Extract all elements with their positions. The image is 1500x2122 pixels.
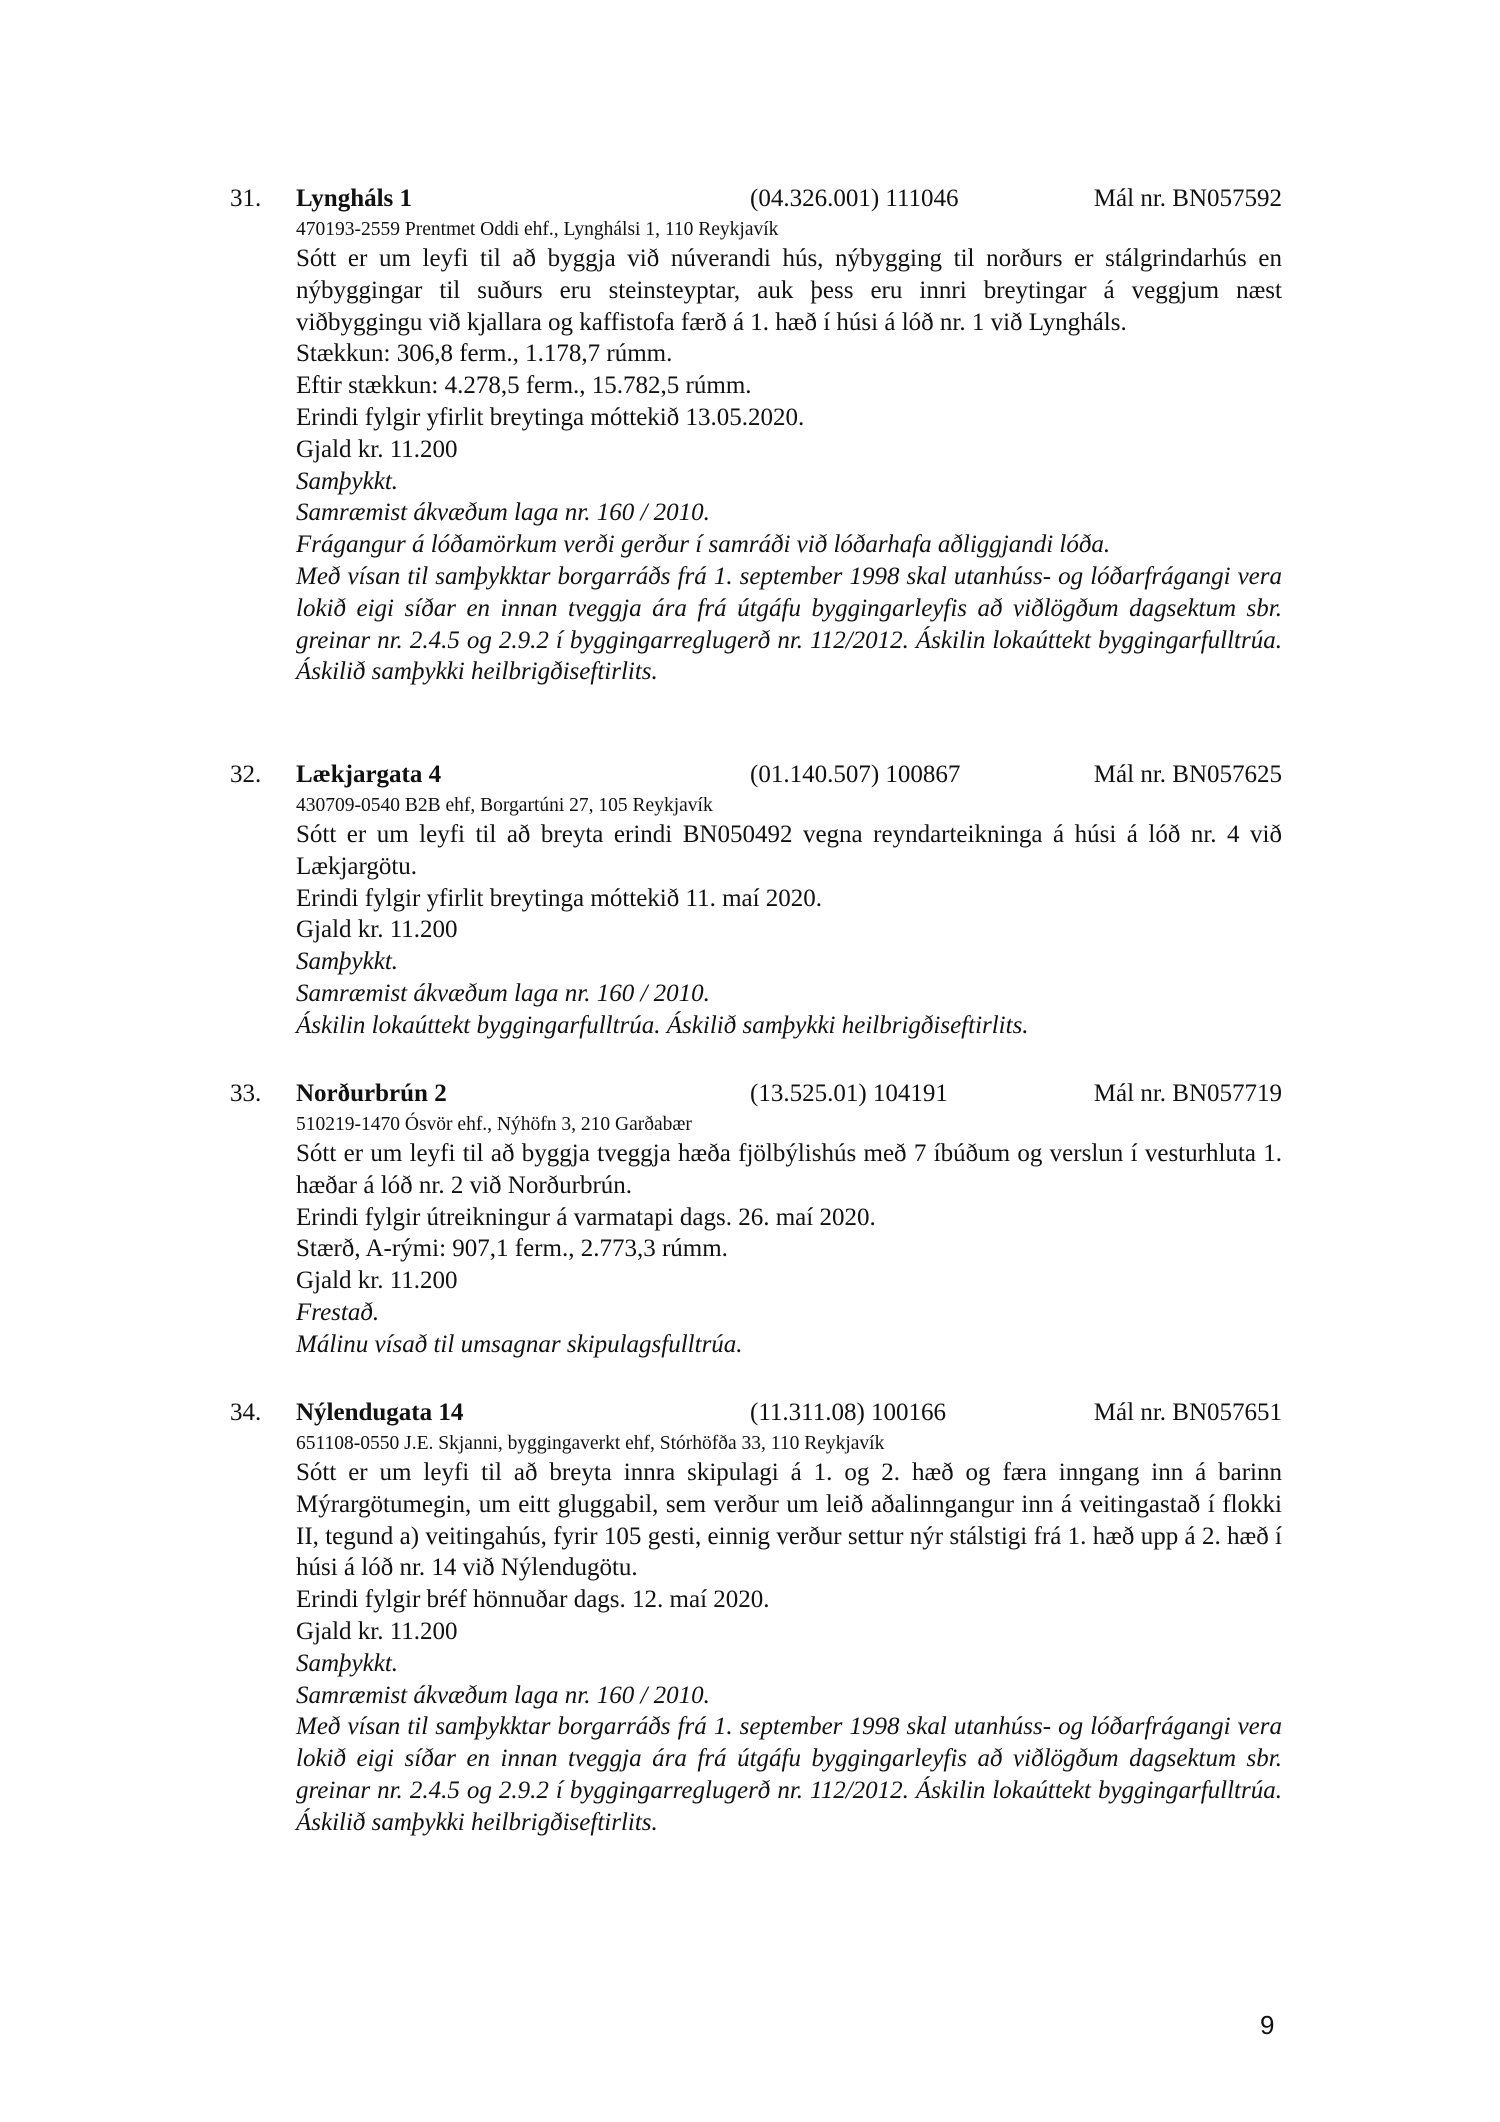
- decision: Samþykkt.: [296, 1649, 399, 1677]
- item-header: [230, 1077, 1282, 1111]
- decision: Frestað.: [296, 1298, 380, 1326]
- description: Sótt er um leyfi til að breyta innra skipulagi á 1. og 2. hæð og færa inngang inn á barinn Mýrargötumegin, um eitt gluggabil, sem verður um leið aðalinngangur inn á veitingastað í flokki II, tegund a) veitingahús, fyrir 105 gesti, einnig verður settur nýr stálstigi frá 1. hæð upp á 2. hæð í húsi á lóð nr. 14 við Nýlendugötu.: [296, 1459, 1282, 1582]
- condition-line: Frágangur á lóðamörkum verði gerður í samráði við lóðarhafa aðliggjandi lóða.: [296, 531, 1111, 559]
- detail-line: Stækkun: 306,8 ferm., 1.178,7 rúmm.: [296, 340, 673, 368]
- case-number: Mál nr. BN057592: [1093, 185, 1282, 212]
- detail-line: Erindi fylgir yfirlit breytinga móttekið 13.05.2020.: [296, 403, 805, 431]
- decision: Samþykkt.: [296, 467, 399, 495]
- condition-line: Samræmist ákvæðum laga nr. 160 / 2010.: [296, 499, 710, 527]
- description: Sótt er um leyfi til að byggja tveggja hæða fjölbýlishús með 7 íbúðum og verslun í vesturhluta 1. hæðar á lóð nr. 2 við Norðurbrún.: [296, 1140, 1282, 1199]
- applicant: 651108-0550 J.E. Skjanni, byggingaverkt ehf, Stórhöfða 33, 110 Reykjavík: [296, 1433, 885, 1454]
- property-code: (13.525.01) 104191: [750, 1080, 948, 1107]
- item-title: Norðurbrún 2: [296, 1080, 447, 1107]
- condition-line: Áskilin lokaúttekt byggingarfulltrúa. Áskilið samþykki heilbrigðiseftirlits.: [296, 1011, 1029, 1039]
- fee-line: Gjald kr. 11.200: [296, 435, 458, 463]
- condition-line: Samræmist ákvæðum laga nr. 160 / 2010.: [296, 1681, 710, 1709]
- condition-line: Samræmist ákvæðum laga nr. 160 / 2010.: [296, 979, 710, 1007]
- case-number: Mál nr. BN057625: [1093, 761, 1282, 788]
- detail-line: Erindi fylgir bréf hönnuðar dags. 12. maí 2020.: [296, 1586, 770, 1614]
- detail-line: Eftir stækkun: 4.278,5 ferm., 15.782,5 rúmm.: [296, 372, 752, 400]
- item-header: [230, 182, 1282, 216]
- property-code: (11.311.08) 100166: [750, 1399, 947, 1426]
- item-header: [230, 1396, 1282, 1430]
- case-number: Mál nr. BN057651: [1093, 1399, 1282, 1426]
- detail-line: Erindi fylgir útreikningur á varmatapi dags. 26. maí 2020.: [296, 1203, 876, 1231]
- decision: Samþykkt.: [296, 948, 399, 976]
- agenda-item-31: [230, 182, 1282, 688]
- agenda-item-33: [230, 1077, 1282, 1361]
- applicant: 430709-0540 B2B ehf, Borgartúni 27, 105 Reykjavík: [296, 795, 713, 816]
- applicant: 510219-1470 Ósvör ehf., Nýhöfn 3, 210 Garðabær: [296, 1114, 692, 1135]
- item-title: Nýlendugata 14: [296, 1399, 464, 1426]
- conditions-paragraph: Með vísan til samþykktar borgarráðs frá 1. september 1998 skal utanhúss- og lóðarfrágangi vera lokið eigi síðar en innan tveggja ára frá útgáfu byggingarleyfis að viðlögðum dagsektum sbr. greinar nr. 2.4.5 og 2.9.2 í byggingarreglugerð nr. 112/2012. Áskilin lokaúttekt byggingarfulltrúa. Áskilið samþykki heilbrigðiseftirlits.: [296, 1713, 1282, 1836]
- case-number: Mál nr. BN057719: [1093, 1080, 1282, 1107]
- description: Sótt er um leyfi til að breyta erindi BN050492 vegna reyndarteikninga á húsi á lóð nr. 4 við Lækjargötu.: [296, 821, 1282, 880]
- detail-line: Erindi fylgir yfirlit breytinga móttekið 11. maí 2020.: [296, 884, 823, 912]
- agenda-item-32: [230, 758, 1282, 1042]
- item-number: 31.: [230, 185, 262, 212]
- property-code: (01.140.507) 100867: [750, 761, 961, 788]
- item-header: [230, 758, 1282, 792]
- fee-line: Gjald kr. 11.200: [296, 1617, 458, 1645]
- detail-line: Stærð, A-rými: 907,1 ferm., 2.773,3 rúmm.: [296, 1235, 728, 1263]
- condition-line: Málinu vísað til umsagnar skipulagsfulltrúa.: [296, 1330, 743, 1358]
- description: Sótt er um leyfi til að byggja við núverandi hús, nýbygging til norðurs er stálgrindarhús en nýbyggingar til suðurs eru steinsteyptar, auk þess eru innri breytingar á veggjum næst viðbyggingu við kjallara og kaffistofa færð á 1. hæð í húsi á lóð nr. 1 við Lyngháls.: [296, 245, 1282, 336]
- item-number: 32.: [230, 761, 262, 788]
- page-number: 9: [1260, 2010, 1275, 2040]
- fee-line: Gjald kr. 11.200: [296, 916, 458, 944]
- item-title: Lyngháls 1: [296, 185, 413, 212]
- agenda-item-34: [230, 1396, 1282, 1839]
- applicant: 470193-2559 Prentmet Oddi ehf., Lynghálsi 1, 110 Reykjavík: [296, 219, 779, 240]
- fee-line: Gjald kr. 11.200: [296, 1267, 458, 1295]
- conditions-paragraph: Með vísan til samþykktar borgarráðs frá 1. september 1998 skal utanhúss- og lóðarfrágangi vera lokið eigi síðar en innan tveggja ára frá útgáfu byggingarleyfis að viðlögðum dagsektum sbr. greinar nr. 2.4.5 og 2.9.2 í byggingarreglugerð nr. 112/2012. Áskilin lokaúttekt byggingarfulltrúa. Áskilið samþykki heilbrigðiseftirlits.: [296, 562, 1282, 686]
- item-title: Lækjargata 4: [296, 761, 442, 788]
- item-number: 33.: [230, 1080, 262, 1107]
- item-number: 34.: [230, 1399, 262, 1426]
- property-code: (04.326.001) 111046: [750, 185, 959, 212]
